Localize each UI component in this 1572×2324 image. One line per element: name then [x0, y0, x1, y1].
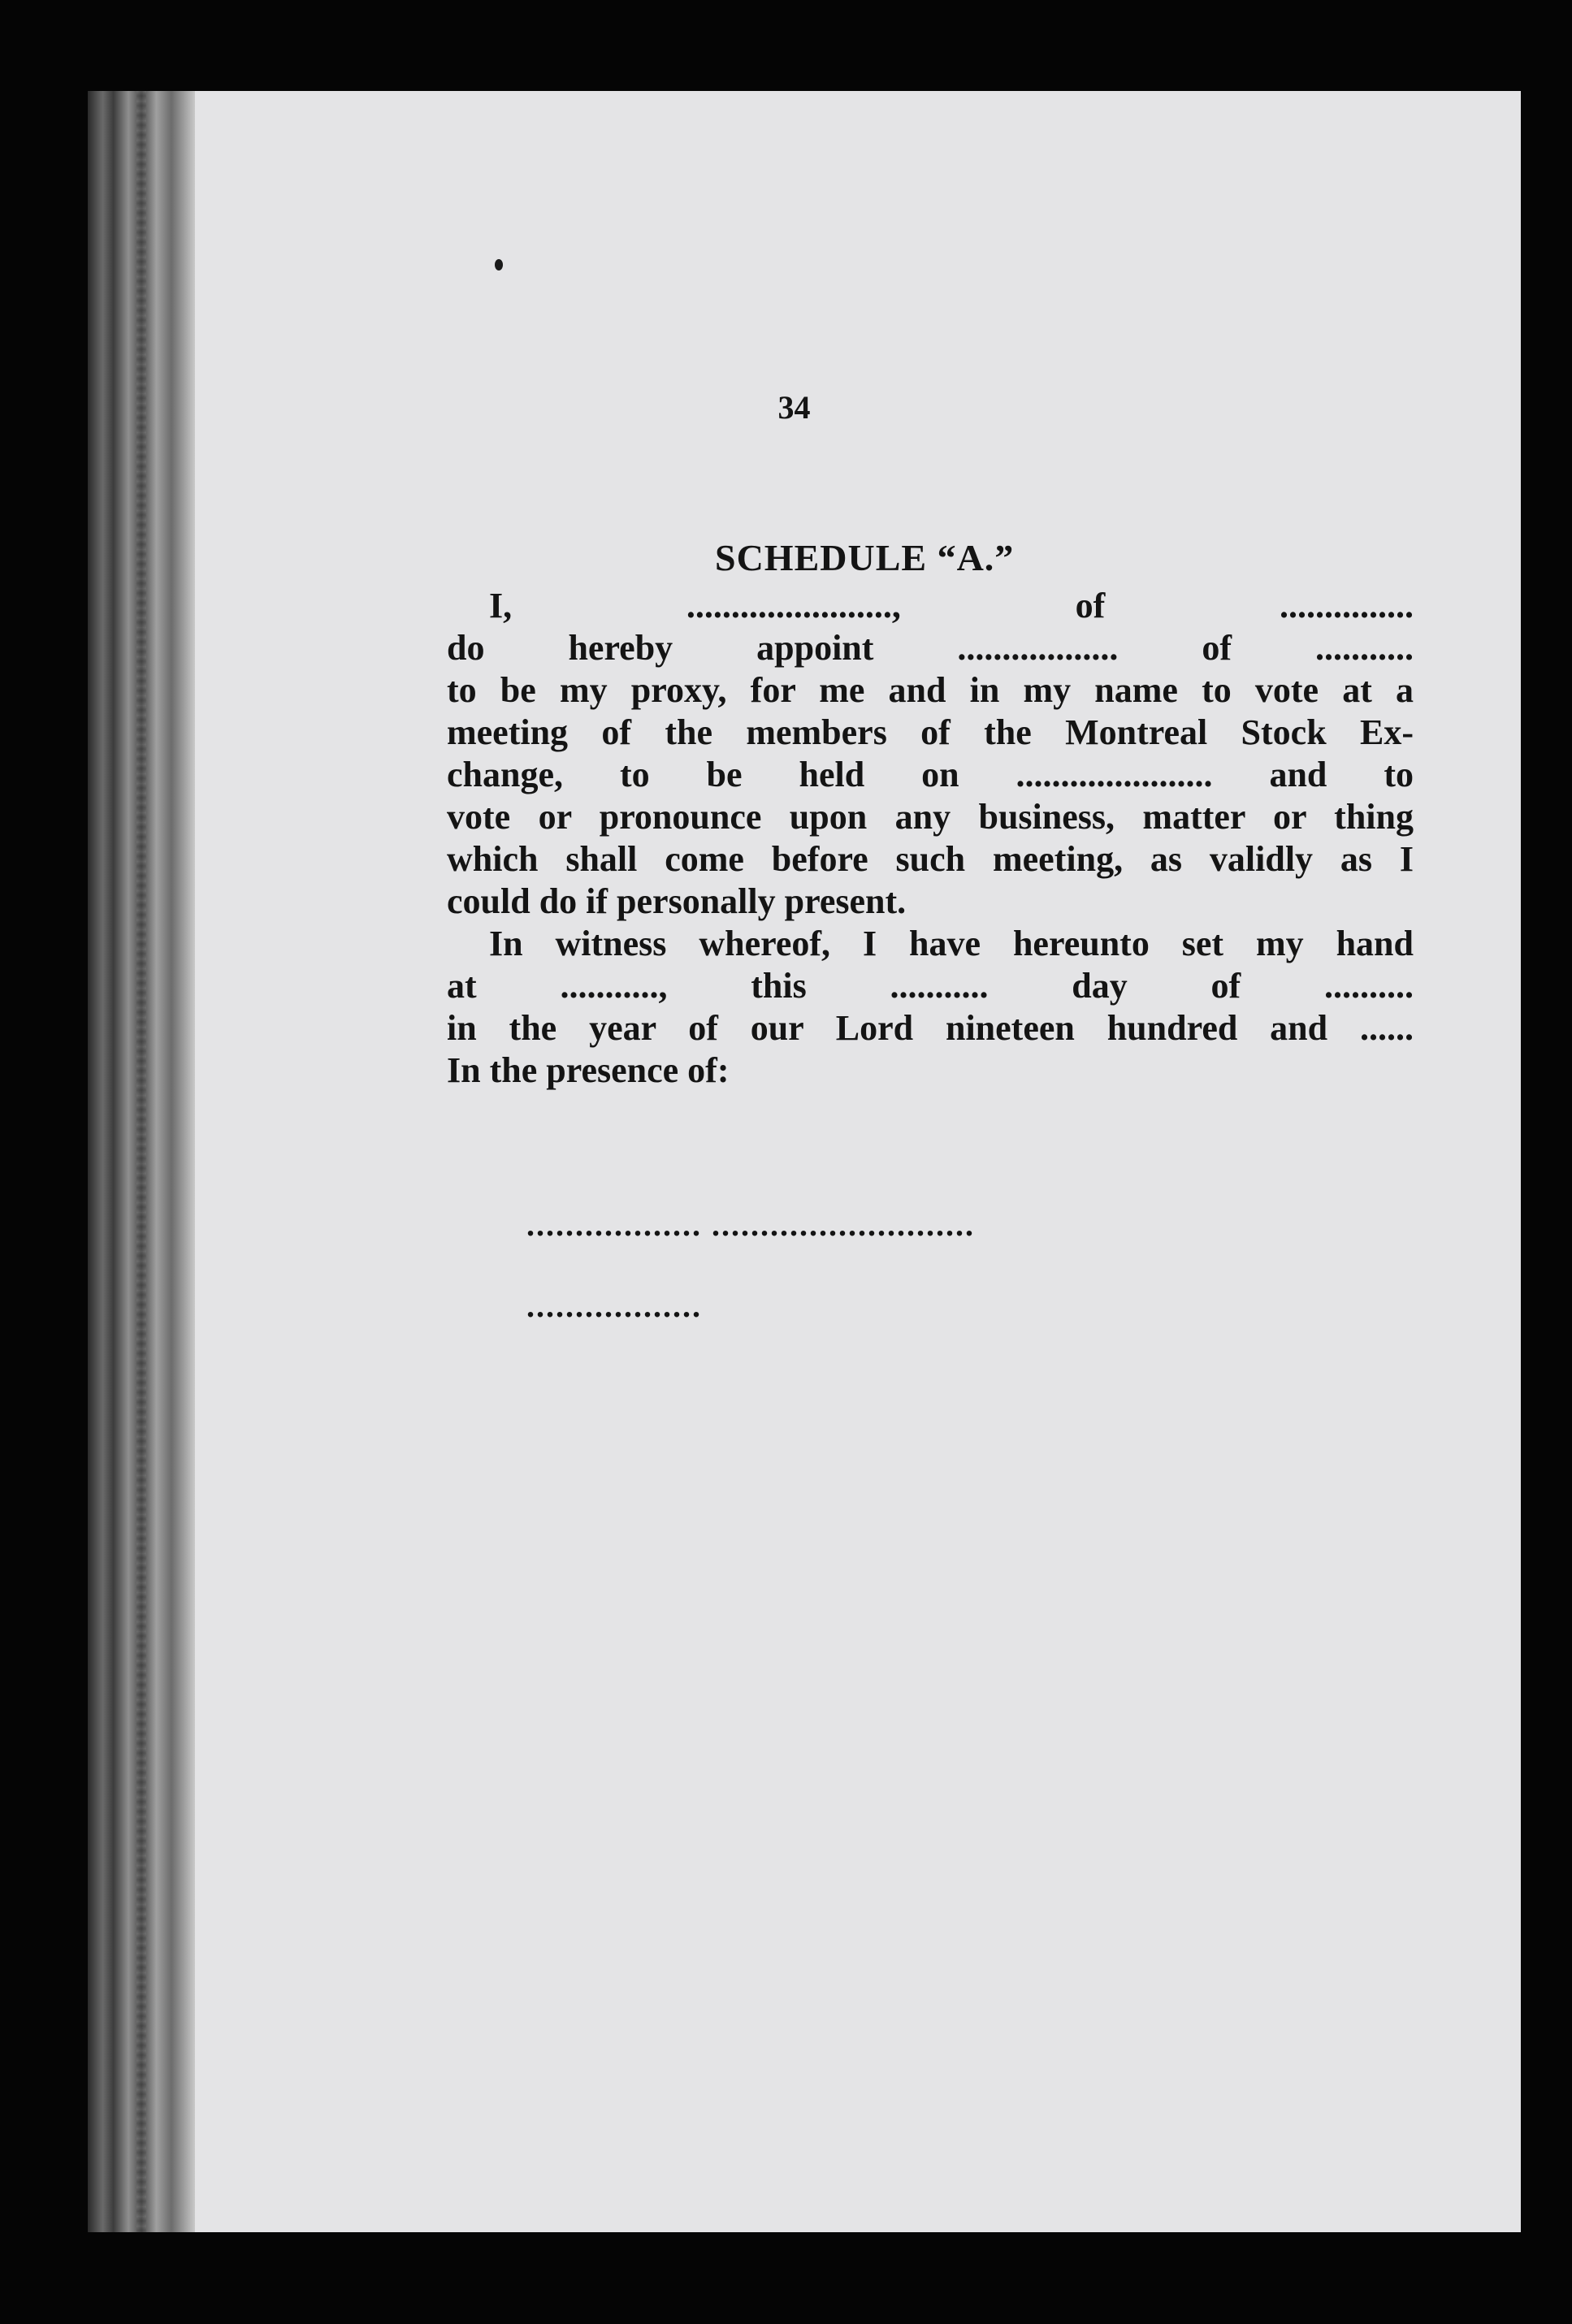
ink-speck: [495, 259, 503, 270]
proxy-form-text: [447, 585, 1414, 1092]
form-line: meeting of the members of the Montreal Stock Ex-: [447, 712, 1414, 752]
form-line: change, to be held on ...................... and to: [447, 755, 1414, 794]
form-line: vote or pronounce upon any business, matter or thing: [447, 797, 1414, 837]
form-line: In witness whereof, I have hereunto set my hand: [489, 924, 1414, 963]
form-line: to be my proxy, for me and in my name to vote at a: [447, 670, 1414, 710]
form-line: In the presence of:: [447, 1050, 730, 1090]
form-line: at ..........., this ........... day of ..........: [447, 966, 1414, 1006]
form-line: do hereby appoint .................. of ...........: [447, 628, 1414, 668]
page-number: 34: [777, 389, 811, 426]
form-line: I, ......................., of ...............: [489, 586, 1414, 625]
form-line: which shall come before such meeting, as validly as I: [447, 839, 1414, 879]
signature-line-second-witness: ..................: [526, 1288, 702, 1324]
signature-line-witness: .................. ...........................: [526, 1206, 975, 1243]
form-line: could do if personally present.: [447, 881, 907, 921]
form-line: in the year of our Lord nineteen hundred and ......: [447, 1008, 1414, 1048]
schedule-title: SCHEDULE “A.”: [715, 537, 1015, 578]
